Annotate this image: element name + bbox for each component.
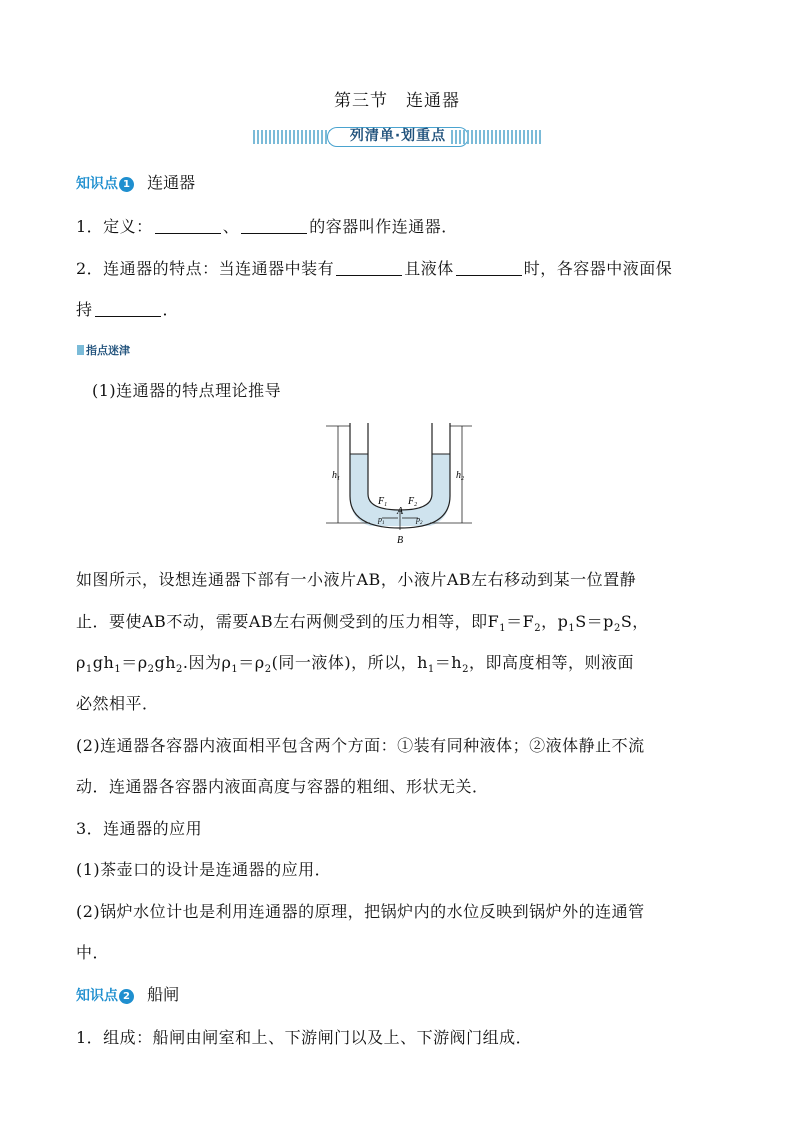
h1-label: $h_1$ [332, 470, 340, 482]
application-boiler-line-2: 中． [76, 943, 110, 962]
application-boiler-line-1: (2)锅炉水位计也是利用连通器的原理，把锅炉内的水位反映到锅炉外的连通管 [76, 902, 645, 921]
fill-blank[interactable] [456, 261, 522, 276]
p2-label: $p_2$ [416, 515, 423, 526]
knowledge-point-1 [76, 170, 195, 193]
page-title: 第三节 连通器 [334, 91, 460, 111]
point-b-label: B [397, 535, 404, 546]
fill-blank[interactable] [241, 219, 307, 234]
fill-blank[interactable] [155, 219, 221, 234]
fill-blank[interactable] [95, 302, 161, 317]
knowledge-point-2 [76, 982, 179, 1005]
definition-line: 1．定义： 、 的容器叫作连通器． [76, 217, 458, 236]
fill-blank[interactable] [336, 261, 402, 276]
level-condition-line-2: 动．连通器各容器内液面高度与容器的粗细、形状无关． [76, 777, 489, 796]
point-a-label: A [397, 506, 404, 517]
number-badge-icon: 2 [119, 989, 134, 1004]
level-condition-line-1: (2)连通器各容器内液面相平包含两个方面：①装有同种液体；②液体静止不流 [76, 736, 645, 755]
u-tube-diagram [320, 418, 480, 548]
knowledge-point-title: 船闸 [147, 985, 180, 1004]
application-heading: 3．连通器的应用 [76, 819, 203, 838]
feature-line-1: 2．连通器的特点：当连通器中装有 且液体 时，各容器中液面保 [76, 259, 673, 278]
f1-label: $F_1$ [378, 496, 388, 508]
derivation-line-3: $\rho_1gh_1=\rho_2gh_2$.因为$\rho_1=\rho_2$(同一液体)，所以，$h_1=h_2$，即高度相等，则液面 [76, 653, 634, 676]
knowledge-point-label: 知识点 2 [76, 988, 134, 1004]
number-badge-icon: 1 [119, 177, 134, 192]
lock-composition-line: 1．组成：船闸由闸室和上、下游闸门以及上、下游阀门组成． [76, 1028, 533, 1047]
tip-marker-icon [77, 345, 84, 355]
derivation-line-2: 止．要使AB不动，需要AB左右两侧受到的压力相等，即$F_1=F_2$，$p_1S=p_2S$， [76, 612, 649, 635]
section-banner [253, 127, 543, 147]
knowledge-point-title: 连通器 [147, 173, 196, 192]
knowledge-point-label: 知识点 1 [76, 176, 134, 192]
h2-label: $h_2$ [456, 470, 464, 482]
derivation-heading: (1)连通器的特点理论推导 [92, 381, 282, 400]
tip-label: 指点迷津 [77, 342, 130, 358]
banner-stripe-right [451, 130, 543, 144]
feature-line-2: 持 ． [76, 300, 180, 319]
f2-label: $F_2$ [408, 496, 418, 508]
banner-label: 列清单·划重点 [327, 127, 469, 147]
derivation-line-4: 必然相平． [76, 694, 159, 713]
application-teapot: (1)茶壶口的设计是连通器的应用． [76, 860, 332, 879]
p1-label: $p_1$ [378, 515, 385, 526]
derivation-line-1: 如图所示，设想连通器下部有一小液片AB，小液片AB左右移动到某一位置静 [76, 570, 637, 589]
